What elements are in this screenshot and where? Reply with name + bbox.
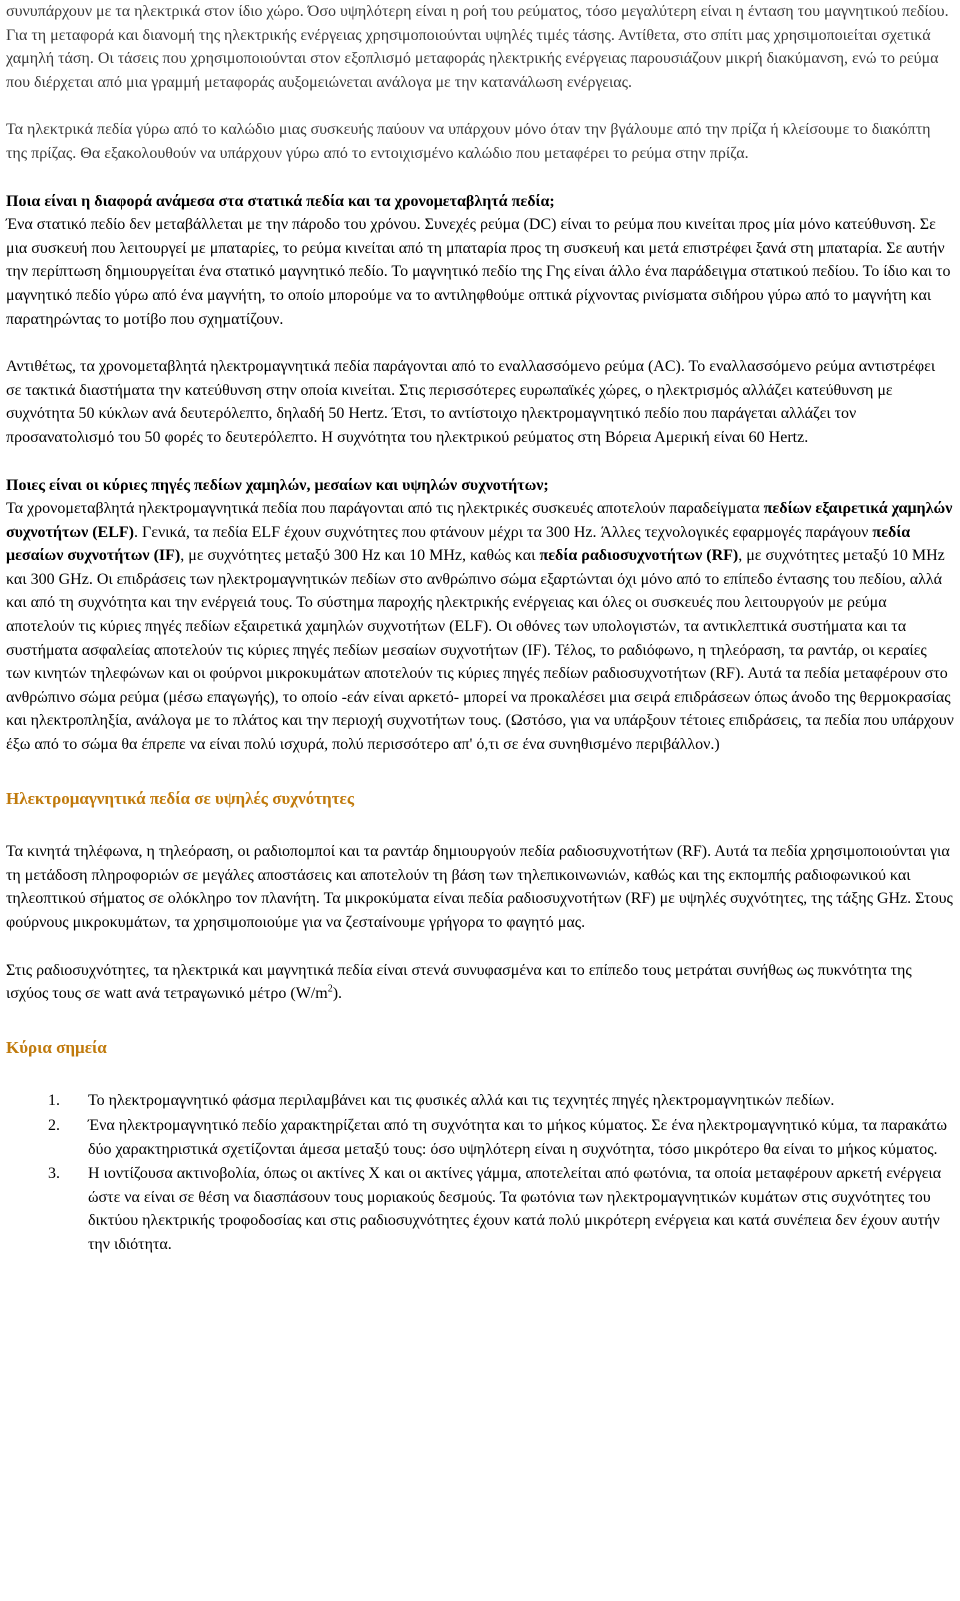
sources-text-4: , με συχνότητες μεταξύ 10 MHz και 300 GHz. Οι επιδράσεις των ηλεκτρομαγνητικών πεδίων στο ανθρώπινο σώμα εξαρτώνται όχι μόνο από το επίπεδο έντασης του πεδίου, αλλά και από τη συχνότητα και την ενέργειά τους. Το σύστημα παροχής ηλεκτρικής ενέργειας και όλες οι συσκευές που λειτουργούν με ρεύμα αποτελούν τις κύριες πηγές πεδίων εξαιρετικά χαμηλών συχνοτήτων (ELF). Οι οθόνες των υπολογιστών, τα αντικλεπτικά συστήματα και τα συστήματα ασφαλείας αποτελούν τις κύριες πηγές πεδίων μεσαίων συχνοτήτων (IF). Τέλος, το ραδιόφωνο, η τηλεόραση, τα ραντάρ, οι κεραίες των κινητών τηλεφώνων και οι φούρνοι μικροκυμάτων αποτελούν τις κύριες πηγές πεδίων ραδιοσυχνοτήτων (RF). Αυτά τα πεδία μεταφέρουν στο ανθρώπινο σώμα ρεύμα (μέσω επαγωγής), το οποίο -εάν είναι αρκετό- μπορεί να προκαλέσει μια σειρά επιδράσεων όπως άνοδο της θερμοκρασίας και ηλεκτροπληξία, ανάλογα με το πλάτος και την περιοχή συχνοτήτων τους. (Ωστόσο, για να υπάρξουν τέτοιες επιδράσεις, τα πεδία που υπάρχουν έξω από το σώμα θα έπρεπε να είναι πολύ ισχυρά, πολύ περισσότερο απ' ό,τι σε ένα συνηθισμένο περιβάλλον.): [6, 547, 954, 754]
list-number: 2.: [48, 1116, 60, 1134]
question-sources: Ποιες είναι οι κύριες πηγές πεδίων χαμηλών, μεσαίων και υψηλών συχνοτήτων;: [6, 476, 549, 494]
intro-paragraph-2: Τα ηλεκτρικά πεδία γύρω από το καλώδιο μιας συσκευής παύουν να υπάρχουν μόνο όταν την βγάλουμε από την πρίζα ή κλείσουμε το διακόπτη της πρίζας. Θα εξακολουθούν να υπάρχουν γύρω από το εντοιχισμένο καλώδιο που μεταφέρει το ρεύμα στην πρίζα.: [6, 121, 931, 162]
list-item-text: Η ιοντίζουσα ακτινοβολία, όπως οι ακτίνες Χ και οι ακτίνες γάμμα, αποτελείται από φωτόνια, τα οποία μεταφέρουν αρκετή ενέργεια ώστε να είναι σε θέση να διασπάσουν τους μοριακούς δεσμούς. Τα φωτόνια των ηλεκτρομαγνητικών κυμάτων στις συχνότητες του δικτύου ηλεκτρικής τροφοδοσίας και στις ραδιοσυχνότητες έχουν κατά πολύ μικρότερη ενέργεια και κατά συνέπεια δεν έχουν αυτήν την ιδιότητα.: [88, 1165, 942, 1253]
power-density-text: Στις ραδιοσυχνότητες, τα ηλεκτρικά και μαγνητικά πεδία είναι στενά συνυφασμένα και το επίπεδο τους μετράται συνήθως ως πυκνότητα της ισχύος τους σε watt ανά τετραγωνικό μέτρο (W/m: [6, 961, 912, 1003]
list-item-text: Το ηλεκτρομαγνητικό φάσμα περιλαμβάνει και τις φυσικές αλλά και τις τεχνητές πηγές ηλεκτρομαγνητικών πεδίων.: [88, 1092, 835, 1110]
power-density-end: ).: [332, 985, 343, 1003]
list-item: [48, 1162, 954, 1256]
question-static-vs-varying: Ποια είναι η διαφορά ανάμεσα στα στατικά πεδία και τα χρονομεταβλητά πεδία;: [6, 192, 555, 210]
high-frequency-paragraph-2: [6, 959, 954, 1006]
high-frequency-paragraph-1: Τα κινητά τηλέφωνα, η τηλεόραση, οι ραδιοπομποί και τα ραντάρ δημιουργούν πεδία ραδιοσυχνοτήτων (RF). Αυτά τα πεδία χρησιμοποιούνται για τη μετάδοση πληροφοριών σε μεγάλες αποστάσεις και αποτελούν τη βάση των τηλεπικοινωνιών, καθώς και της εκπομπής ραδιοφωνικού και τηλεοπτικού σήματος σε ολόκληρο τον πλανήτη. Τα μικροκύματα είναι πεδία ραδιοσυχνοτήτων (RF) με υψηλές συχνότητες, της τάξης GHz. Στους φούρνους μικροκυμάτων, τα χρησιμοποιούμε για να ζεσταίνουμε γρήγορα το φαγητό μας.: [6, 843, 953, 931]
sources-text-3: , με συχνότητες μεταξύ 300 Hz και 10 MHz, καθώς και: [180, 547, 540, 565]
key-points-list: [6, 1089, 954, 1256]
sources-text-1: Τα χρονομεταβλητά ηλεκτρομαγνητικά πεδία που παράγονται από τις ηλεκτρικές συσκευές αποτελούν παραδείγματα: [6, 500, 764, 518]
list-item: [48, 1114, 954, 1161]
list-number: 1.: [48, 1092, 60, 1110]
sources-paragraph: [6, 497, 954, 757]
if-term: πεδία μεσαίων συχνοτήτων (IF): [6, 523, 911, 565]
sources-text-2: . Γενικά, τα πεδία ELF έχουν συχνότητες που φτάνουν μέχρι τα 300 Hz. Άλλες τεχνολογικές εφαρμογές παράγουν: [134, 523, 873, 541]
rf-term: πεδία ραδιοσυχνοτήτων (RF): [539, 547, 739, 565]
key-points-heading: Κύρια σημεία: [6, 1037, 107, 1057]
list-number: 3.: [48, 1165, 60, 1183]
list-item-text: Ένα ηλεκτρομαγνητικό πεδίο χαρακτηρίζεται από τη συχνότητα και το μήκος κύματος. Σε ένα ηλεκτρομαγνητικό κύμα, τα παρακάτω δύο χαρακτηριστικά σχετίζονται άμεσα μεταξύ τους: όσο υψηλότερη είναι η συχνότητα, τόσο μικρότερο θα είναι το μήκος κύματος.: [88, 1116, 947, 1158]
elf-term: πεδίων εξαιρετικά χαμηλών συχνοτήτων (ELF): [6, 500, 953, 541]
varying-field-paragraph: Αντιθέτως, τα χρονομεταβλητά ηλεκτρομαγνητικά πεδία παράγονται από το εναλλασσόμενο ρεύμα (AC). Το εναλλασσόμενο ρεύμα αντιστρέφει σε τακτικά διαστήματα την κατεύθυνση στην οποία κινείται. Στις περισσότερες ευρωπαϊκές χώρες, ο ηλεκτρισμός αλλάζει κατεύθυνση με συχνότητα 50 κύκλων ανά δευτερόλεπτο, δηλαδή 50 Hertz. Έτσι, το αντίστοιχο ηλεκτρομαγνητικό πεδίο που παράγεται αλλάζει τον προσανατολισμό του 50 φορές το δευτερόλεπτο. Η συχνότητα του ηλεκτρικού ρεύματος στη Βόρεια Αμερική είναι 60 Hertz.: [6, 358, 936, 446]
superscript-2: 2: [327, 983, 333, 995]
list-item: [48, 1089, 954, 1113]
intro-paragraph-1: συνυπάρχουν με τα ηλεκτρικά στον ίδιο χώρο. Όσο υψηλότερη είναι η ροή του ρεύματος, τόσο μεγαλύτερη είναι η ένταση του μαγνητικού πεδίου. Για τη μεταφορά και διανομή της ηλεκτρικής ενέργειας χρησιμοποιούνται υψηλές τιμές τάσης. Αντίθετα, στο σπίτι μας χρησιμοποιείται σχετικά χαμηλή τάση. Οι τάσεις που χρησιμοποιούνται στον εξοπλισμό μεταφοράς ηλεκτρικής ενέργειας παρουσιάζουν μικρή διακύμανση, ενώ το ρεύμα που διέρχεται από μια γραμμή μεταφοράς αυξομειώνεται ανάλογα με την κατανάλωση ενέργειας.: [6, 3, 949, 91]
high-frequency-heading: Ηλεκτρομαγνητικά πεδία σε υψηλές συχνότητες: [6, 788, 354, 808]
static-field-paragraph: Ένα στατικό πεδίο δεν μεταβάλλεται με την πάροδο του χρόνου. Συνεχές ρεύμα (DC) είναι το ρεύμα που κινείται προς μία μόνο κατεύθυνση. Σε μια συσκευή που λειτουργεί με μπαταρίες, το ρεύμα κινείται από τη μπαταρία προς τη συσκευή και μετά επιστρέφει ξανά στη μπαταρία. Σε αυτήν την περίπτωση δημιουργείται ένα στατικό μαγνητικό πεδίο. Το μαγνητικό πεδίο της Γης είναι άλλο ένα παράδειγμα στατικού πεδίου. Το ίδιο και το μαγνητικό πεδίο γύρω από ένα μαγνήτη, το οποίο μπορούμε να το αντιληφθούμε οπτικά ρίχνοντας ρινίσματα σιδήρου γύρω από το μαγνήτη και παρατηρώντας το μοτίβο που σχηματίζουν.: [6, 216, 951, 328]
